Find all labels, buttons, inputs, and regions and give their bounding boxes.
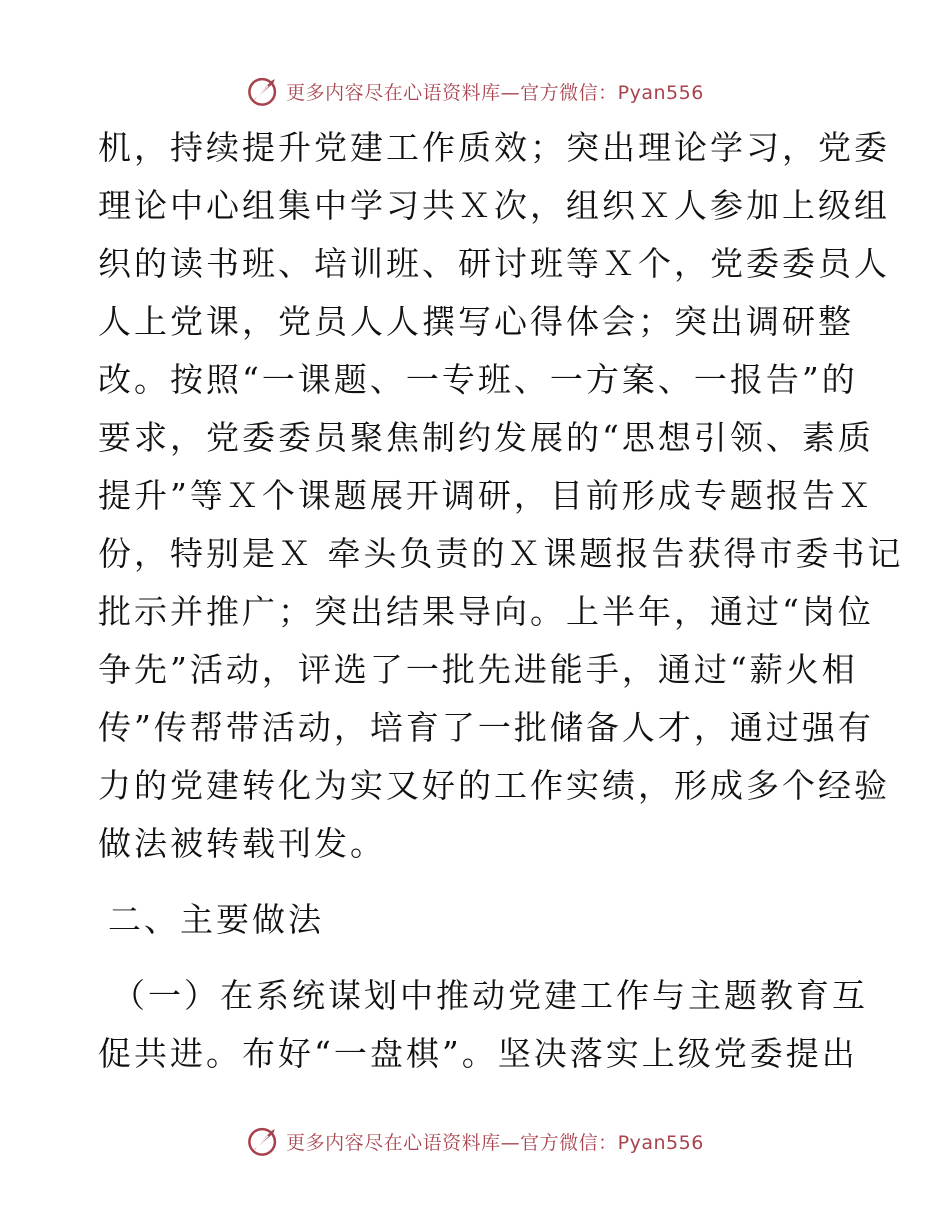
- body-line: 传”传帮带活动，培育了一批储备人才，通过强有: [98, 708, 874, 747]
- subsection-line: （一）在系统谋划中推动党建工作与主题教育互: [112, 976, 868, 1015]
- watermark-text: 更多内容尽在心语资料库—官方微信：Pyan556: [286, 1131, 704, 1154]
- body-line: 争先”活动，评选了一批先进能手，通过“薪火相: [98, 650, 858, 689]
- quill-logo-icon: [246, 1124, 280, 1158]
- quill-logo-icon: [246, 74, 280, 108]
- body-line: 份，特别是Ｘ 牵头负责的Ｘ课题报告获得市委书记: [98, 534, 904, 573]
- body-line: 做法被转载刊发。: [98, 824, 386, 863]
- body-line: 力的党建转化为实又好的工作实绩，形成多个经验: [98, 766, 890, 805]
- body-line: 理论中心组集中学习共Ｘ次，组织Ｘ人参加上级组: [98, 186, 890, 225]
- watermark-footer: [0, 1124, 950, 1158]
- watermark-header: [0, 74, 950, 108]
- body-line: 机，持续提升党建工作质效；突出理论学习，党委: [98, 128, 890, 167]
- body-line: 人上党课，党员人人撰写心得体会；突出调研整: [98, 302, 854, 341]
- body-line: 织的读书班、培训班、研讨班等Ｘ个，党委委员人: [98, 244, 890, 283]
- watermark-text: 更多内容尽在心语资料库—官方微信：Pyan556: [286, 81, 704, 104]
- body-line: 批示并推广；突出结果导向。上半年，通过“岗位: [98, 592, 874, 631]
- body-line: 改。按照“一课题、一专班、一方案、一报告”的: [98, 360, 858, 399]
- body-line: 提升”等Ｘ个课题展开调研，目前形成专题报告Ｘ: [98, 476, 874, 515]
- subsection-line: 促共进。布好“一盘棋”。坚决落实上级党委提出: [98, 1034, 858, 1073]
- section-heading: 二、主要做法: [108, 900, 324, 939]
- body-line: 要求，党委委员聚焦制约发展的“思想引领、素质: [98, 418, 874, 457]
